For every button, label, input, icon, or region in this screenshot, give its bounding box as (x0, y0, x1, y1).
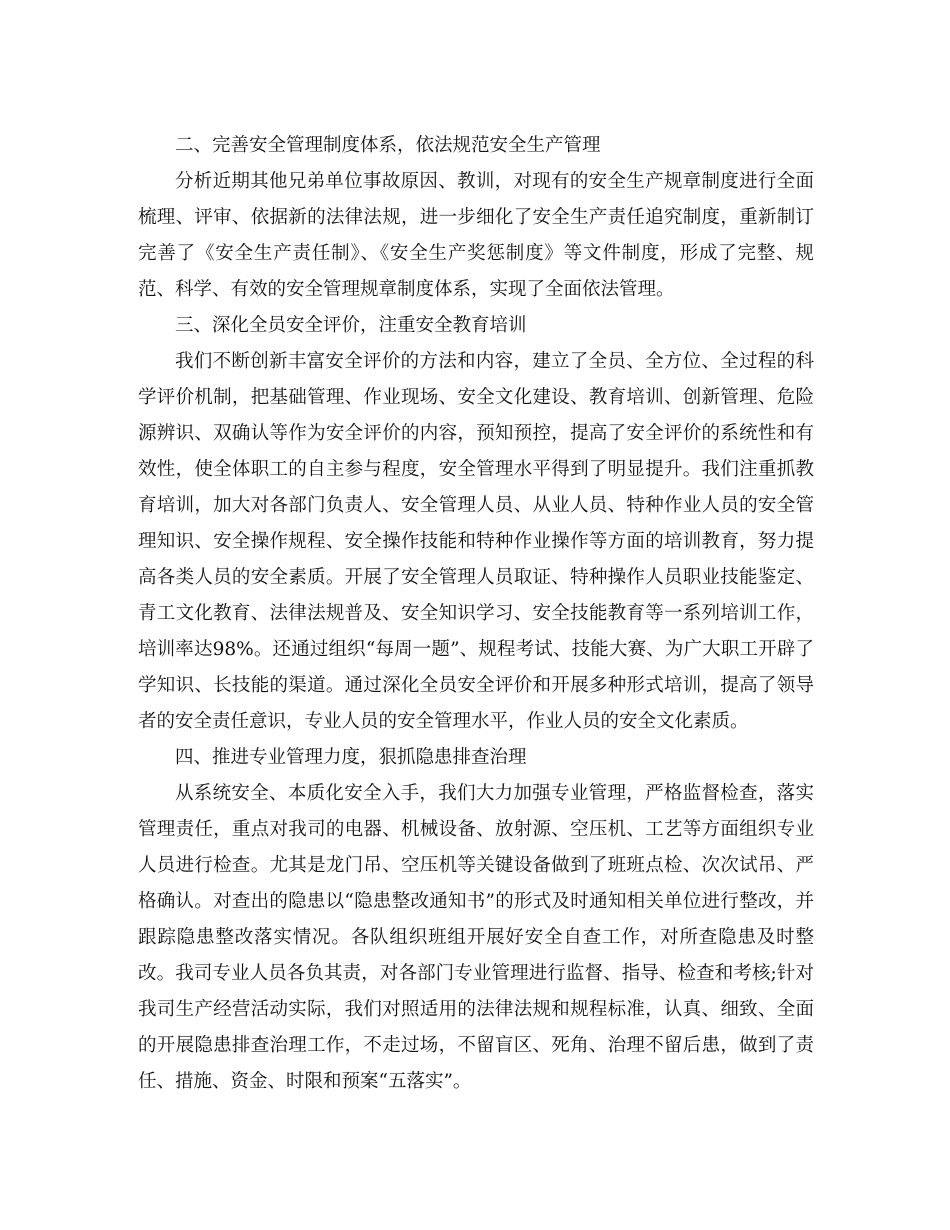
body-paragraph: 我们不断创新丰富安全评价的方法和内容，建立了全员、全方位、全过程的科学评价机制，把基础管理、作业现场、安全文化建设、教育培训、创新管理、危险源辨识、双确认等作为安全评价的内容，预知预控，提高了安全评价的系统性和有效性，使全体职工的自主参与程度，安全管理水平得到了明显提升。我们注重抓教育培训，加大对各部门负责人、安全管理人员、从业人员、特种作业人员的安全管理知识、安全操作规程、安全操作技能和特种作业操作等方面的培训教育，努力提高各类人员的安全素质。开展了安全管理人员取证、特种操作人员职业技能鉴定、青工文化教育、法律法规普及、安全知识学习、安全技能教育等一系列培训工作，培训率达98%。还通过组织“每周一题”、规程考试、技能大赛、为广大职工开辟了学知识、长技能的渠道。通过深化全员安全评价和开展多种形式培训，提高了领导者的安全责任意识，专业人员的安全管理水平，作业人员的安全文化素质。 (138, 351, 814, 732)
body-paragraph: 分析近期其他兄弟单位事故原因、教训，对现有的安全生产规章制度进行全面梳理、评审、依据新的法律法规，进一步细化了安全生产责任追究制度，重新制订完善了《安全生产责任制》、《安全生产奖惩制度》等文件制度，形成了完整、规范、科学、有效的安全管理规章制度体系，实现了全面依法管理。 (138, 171, 814, 300)
section-heading-3: 三、深化全员安全评价，注重安全教育培训 (175, 315, 527, 336)
body-paragraph: 从系统安全、本质化安全入手，我们大力加强专业管理，严格监督检查，落实管理责任，重点对我司的电器、机械设备、放射源、空压机、工艺等方面组织专业人员进行检查。尤其是龙门吊、空压机等关键设备做到了班班点检、次次试吊、严格确认。对查出的隐患以“隐患整改通知书”的形式及时通知相关单位进行整改，并跟踪隐患整改落实情况。各队组织班组开展好安全自查工作，对所查隐患及时整改。我司专业人员各负其责，对各部门专业管理进行监督、指导、检查和考核;针对我司生产经营活动实际，我们对照适用的法律法规和规程标准，认真、细致、全面的开展隐患排查治理工作，不走过场，不留盲区、死角、治理不留后患，做到了责任、措施、资金、时限和预案“五落实”。 (138, 783, 814, 1092)
section-heading-4: 四、推进专业管理力度，狠抓隐患排查治理 (175, 747, 527, 768)
document-body (138, 128, 814, 1100)
section-heading-2: 二、完善安全管理制度体系，依法规范安全生产管理 (175, 135, 601, 156)
